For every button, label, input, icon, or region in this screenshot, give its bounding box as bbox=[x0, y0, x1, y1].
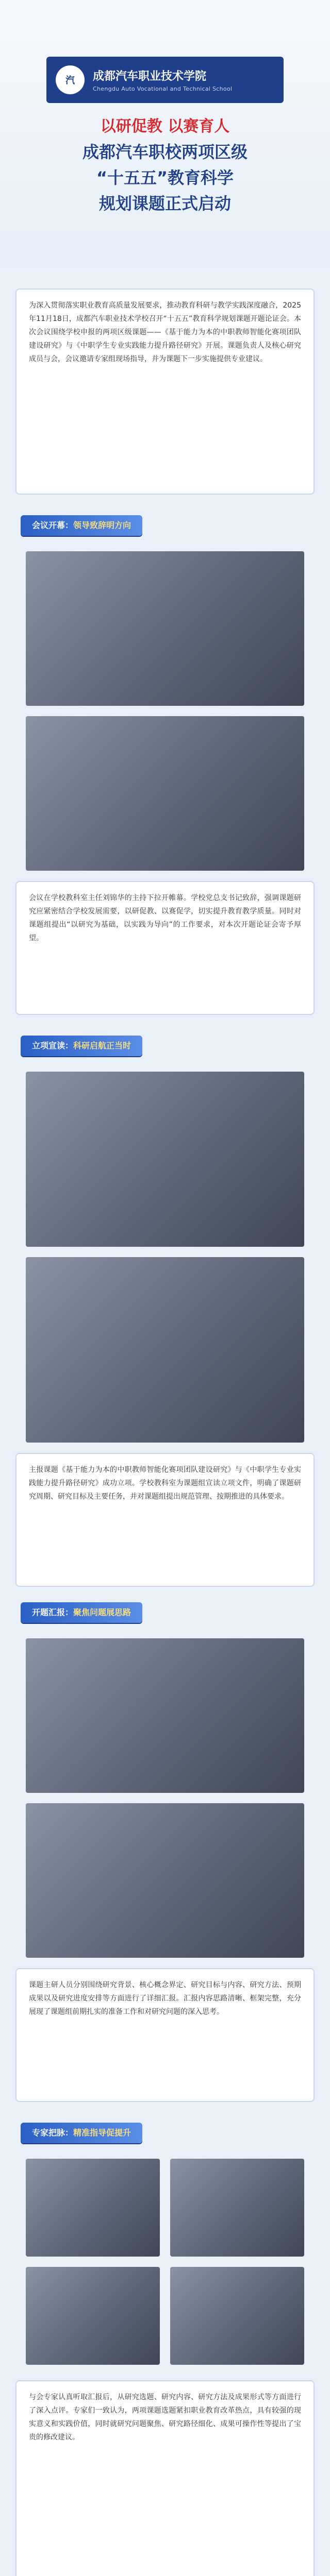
section-tag-label: 专家把脉 bbox=[32, 2128, 65, 2138]
expert-photo bbox=[170, 2159, 304, 2257]
expert-photo bbox=[170, 2267, 304, 2365]
section-tag-highlight: 聚焦问题展思路 bbox=[73, 1607, 131, 1617]
intro-card bbox=[15, 289, 315, 495]
section-paragraph: 与会专家认真听取汇报后，从研究选题、研究内容、研究方法及成果形式等方面进行了深入点评。专家们一致认为，两项课题选题紧扣职业教育改革热点，具有较强的现实意义和实践价值，同时就研究问题聚焦、研究路径细化、成果可操作性等提出了宝贵的修改建议。 bbox=[29, 2393, 301, 2442]
logo-chinese-name: 成都汽车职业技术学院 bbox=[93, 70, 207, 83]
intro-paragraph: 为深入贯彻落实职业教育高质量发展要求，推动教育科研与教学实践深度融合，2025年11月18日，成都汽车职业技术学校召开“十五五”教育科学规划课题开题论证会。本次会议围绕学校申报的两项区级课题——《基于能力为本的中职教师智能化赛项团队建设研究》与《中职学生专业实践能力提升路径研究》开展。课题负责人及核心研究成员与会，会议邀请专家组现场指导，并为课题下一步实施提供专业建议。 bbox=[29, 301, 301, 363]
headline-line-2: “十五五”教育科学 bbox=[96, 168, 234, 188]
expert-photo bbox=[26, 2267, 160, 2365]
section-tag-label: 开题汇报 bbox=[32, 1607, 65, 1617]
section-text-card bbox=[15, 1968, 315, 2102]
section-tag-experts: 专家把脉：精准指导促提升 bbox=[21, 2123, 142, 2143]
meeting-photo bbox=[26, 1638, 304, 1793]
section-tag-approval: 立项宣读：科研启航正当时 bbox=[21, 1036, 142, 1056]
headline-line-1: 成都汽车职校两项区级 bbox=[82, 142, 248, 162]
meeting-photo bbox=[26, 1257, 304, 1443]
headline-slogan: 以研促教 以赛育人 bbox=[100, 117, 230, 135]
section-tag-report: 开题汇报：聚焦问题展思路 bbox=[21, 1602, 142, 1623]
logo-text bbox=[93, 67, 232, 92]
school-logo-banner bbox=[46, 57, 284, 103]
meeting-photo bbox=[26, 1072, 304, 1247]
section-text-card bbox=[15, 881, 315, 1015]
section-tag-opening: 会议开幕：领导致辞明方向 bbox=[21, 515, 142, 536]
meeting-photo bbox=[26, 551, 304, 706]
meeting-photo bbox=[26, 1803, 304, 1958]
section-tag-highlight: 精准指导促提升 bbox=[73, 2128, 131, 2138]
section-paragraph: 主报课题《基于能力为本的中职教师智能化赛项团队建设研究》与《中职学生专业实践能力提升路径研究》成功立项。学校教科室为课题组宣读立项文件，明确了课题研究周期、研究目标及主要任务，并对课题组提出规范管理、按期推进的具体要求。 bbox=[29, 1466, 301, 1501]
logo-english-name: Chengdu Auto Vocational and Technical School bbox=[93, 86, 233, 92]
section-tag-highlight: 科研启航正当时 bbox=[73, 1041, 131, 1050]
section-text-card bbox=[15, 2380, 315, 2576]
section-paragraph: 会议在学校教科室主任刘锦华的主持下拉开帷幕。学校党总支书记致辞，强调课题研究应紧密结合学校发展需要，以研促教、以赛促学，切实提升教育教学质量。同时对课题组提出“以研究为基础，以实践为导向”的工作要求，对本次开题论证会寄予厚望。 bbox=[29, 894, 301, 942]
article-header bbox=[0, 0, 330, 268]
expert-photo bbox=[26, 2159, 160, 2257]
section-tag-label: 会议开幕 bbox=[32, 520, 65, 530]
section-tag-label: 立项宣读 bbox=[32, 1041, 65, 1050]
section-paragraph: 课题主研人员分别围绕研究背景、核心概念界定、研究目标与内容、研究方法、预期成果以及研究进度安排等方面进行了详细汇报。汇报内容思路清晰、框架完整，充分展现了课题组前期扎实的准备工作和对研究问题的深入思考。 bbox=[29, 1981, 301, 2016]
school-emblem-icon: 汽 bbox=[56, 65, 85, 94]
meeting-photo bbox=[26, 716, 304, 871]
section-tag-highlight: 领导致辞明方向 bbox=[73, 520, 131, 530]
headline-line-3: 规划课题正式启动 bbox=[98, 194, 231, 213]
section-text-card bbox=[15, 1453, 315, 1587]
